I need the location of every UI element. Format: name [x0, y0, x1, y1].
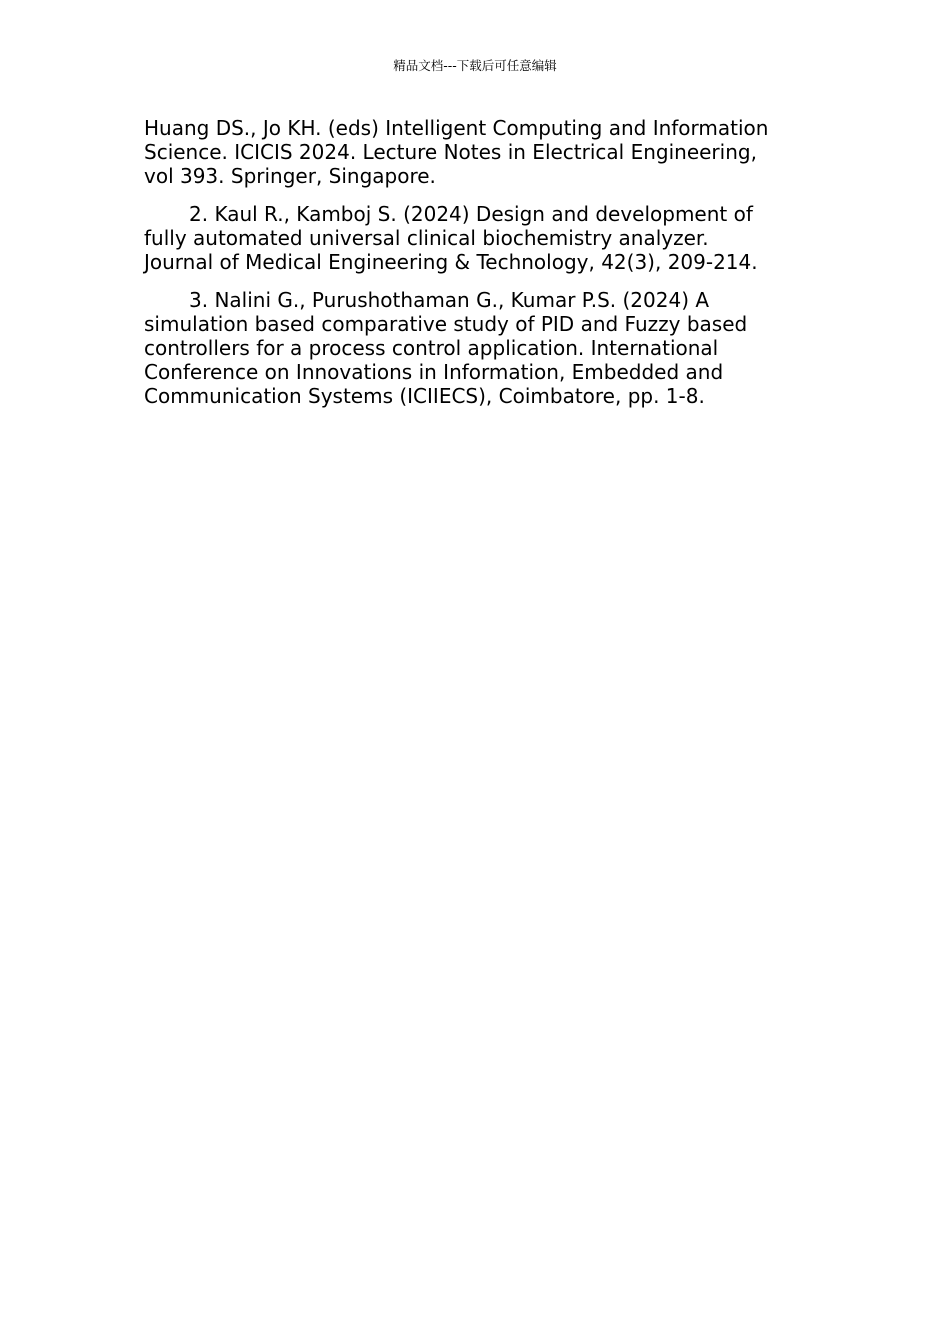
reference-line: Conference on Innovations in Information, Embedded and — [144, 360, 724, 384]
reference-line: Journal of Medical Engineering & Technology, 42(3), 209-214. — [144, 250, 758, 274]
reference-line: vol 393. Springer, Singapore. — [144, 164, 436, 188]
reference-item — [144, 116, 804, 188]
reference-list — [144, 116, 804, 422]
reference-line: fully automated universal clinical biochemistry analyzer. — [144, 226, 709, 250]
reference-line: Science. ICICIS 2024. Lecture Notes in Electrical Engineering, — [144, 140, 757, 164]
page-header: 精品文档---下载后可任意编辑 — [393, 58, 557, 73]
reference-item — [144, 288, 804, 408]
reference-line: controllers for a process control application. International — [144, 336, 719, 360]
reference-line: 3. Nalini G., Purushothaman G., Kumar P.S. (2024) A — [189, 288, 710, 312]
reference-line: Huang DS., Jo KH. (eds) Intelligent Computing and Information — [144, 116, 769, 140]
reference-line: simulation based comparative study of PID and Fuzzy based — [144, 312, 748, 336]
reference-line: 2. Kaul R., Kamboj S. (2024) Design and development of — [189, 202, 753, 226]
reference-item — [144, 202, 804, 274]
reference-line: Communication Systems (ICIIECS), Coimbatore, pp. 1-8. — [144, 384, 705, 408]
